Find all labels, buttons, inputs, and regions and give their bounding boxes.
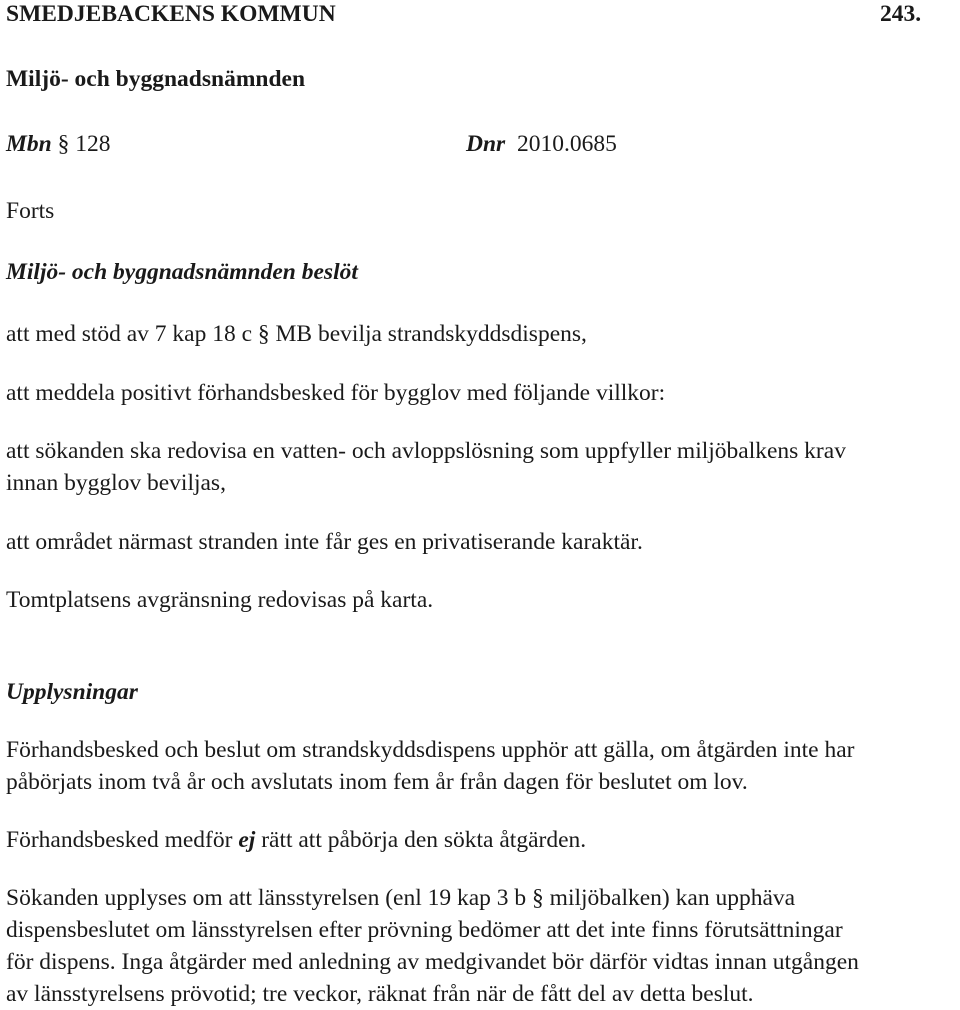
information-line: Förhandsbesked och beslut om strandskyddsdispens upphör att gälla, om åtgärden inte har bbox=[6, 737, 855, 763]
decision-item-line: att meddela positivt förhandsbesked för bygglov med följande villkor: bbox=[6, 380, 666, 406]
p2-after: rätt att påbörja den sökta åtgärden. bbox=[255, 827, 587, 853]
dnr-label: Dnr bbox=[466, 131, 506, 157]
information-paragraph-1 bbox=[6, 734, 956, 798]
information-paragraph-2 bbox=[6, 824, 956, 856]
decision-item-line: att med stöd av 7 kap 18 c § MB bevilja strandskyddsdispens, bbox=[6, 321, 587, 347]
information-paragraph-3 bbox=[6, 882, 956, 1010]
information-heading: Upplysningar bbox=[6, 679, 138, 705]
forts-label: Forts bbox=[6, 198, 55, 224]
information-line: för dispens. Inga åtgärder med anledning av medgivandet bör därför vidtas innan utgången bbox=[6, 949, 859, 975]
decision-heading: Miljö- och byggnadsnämnden beslöt bbox=[6, 259, 358, 285]
paragraph-symbol: § bbox=[57, 131, 70, 157]
p2-before: Förhandsbesked medför bbox=[6, 827, 239, 853]
page-number: 243. bbox=[880, 1, 922, 27]
decision-item-5 bbox=[6, 584, 956, 616]
decision-item-line: att sökanden ska redovisa en vatten- och avloppslösning som uppfyller miljöbalkens krav bbox=[6, 438, 846, 464]
information-line: Sökanden upplyses om att länsstyrelsen (enl 19 kap 3 b § miljöbalken) kan upphäva bbox=[6, 885, 796, 911]
information-line: dispensbeslutet om länsstyrelsen efter prövning bedömer att det inte finns förutsättningar bbox=[6, 917, 843, 943]
dnr-number: 2010.0685 bbox=[516, 131, 617, 157]
information-line bbox=[6, 824, 956, 856]
committee-name: Miljö- och byggnadsnämnden bbox=[6, 66, 306, 92]
mbn-number: 128 bbox=[75, 131, 111, 157]
decision-item-line: Tomtplatsens avgränsning redovisas på karta. bbox=[6, 587, 434, 613]
decision-item-line: att området närmast stranden inte får ges en privatiserande karaktär. bbox=[6, 529, 643, 555]
information-line: påbörjats inom två år och avslutats inom fem år från dagen för beslutet om lov. bbox=[6, 769, 748, 795]
decision-item-4 bbox=[6, 526, 956, 558]
case-reference bbox=[6, 128, 110, 160]
organization-name: SMEDJEBACKENS KOMMUN bbox=[6, 1, 336, 27]
decision-item-line: innan bygglov beviljas, bbox=[6, 470, 226, 496]
information-line: av länsstyrelsens prövotid; tre veckor, räknat från när de fått del av detta beslut. bbox=[6, 981, 754, 1007]
decision-item-3 bbox=[6, 435, 956, 499]
p2-emphasis: ej bbox=[238, 827, 256, 853]
dnr-reference bbox=[466, 128, 617, 160]
mbn-label: Mbn bbox=[6, 131, 52, 157]
decision-item-2 bbox=[6, 377, 956, 409]
decision-item-1 bbox=[6, 318, 956, 350]
